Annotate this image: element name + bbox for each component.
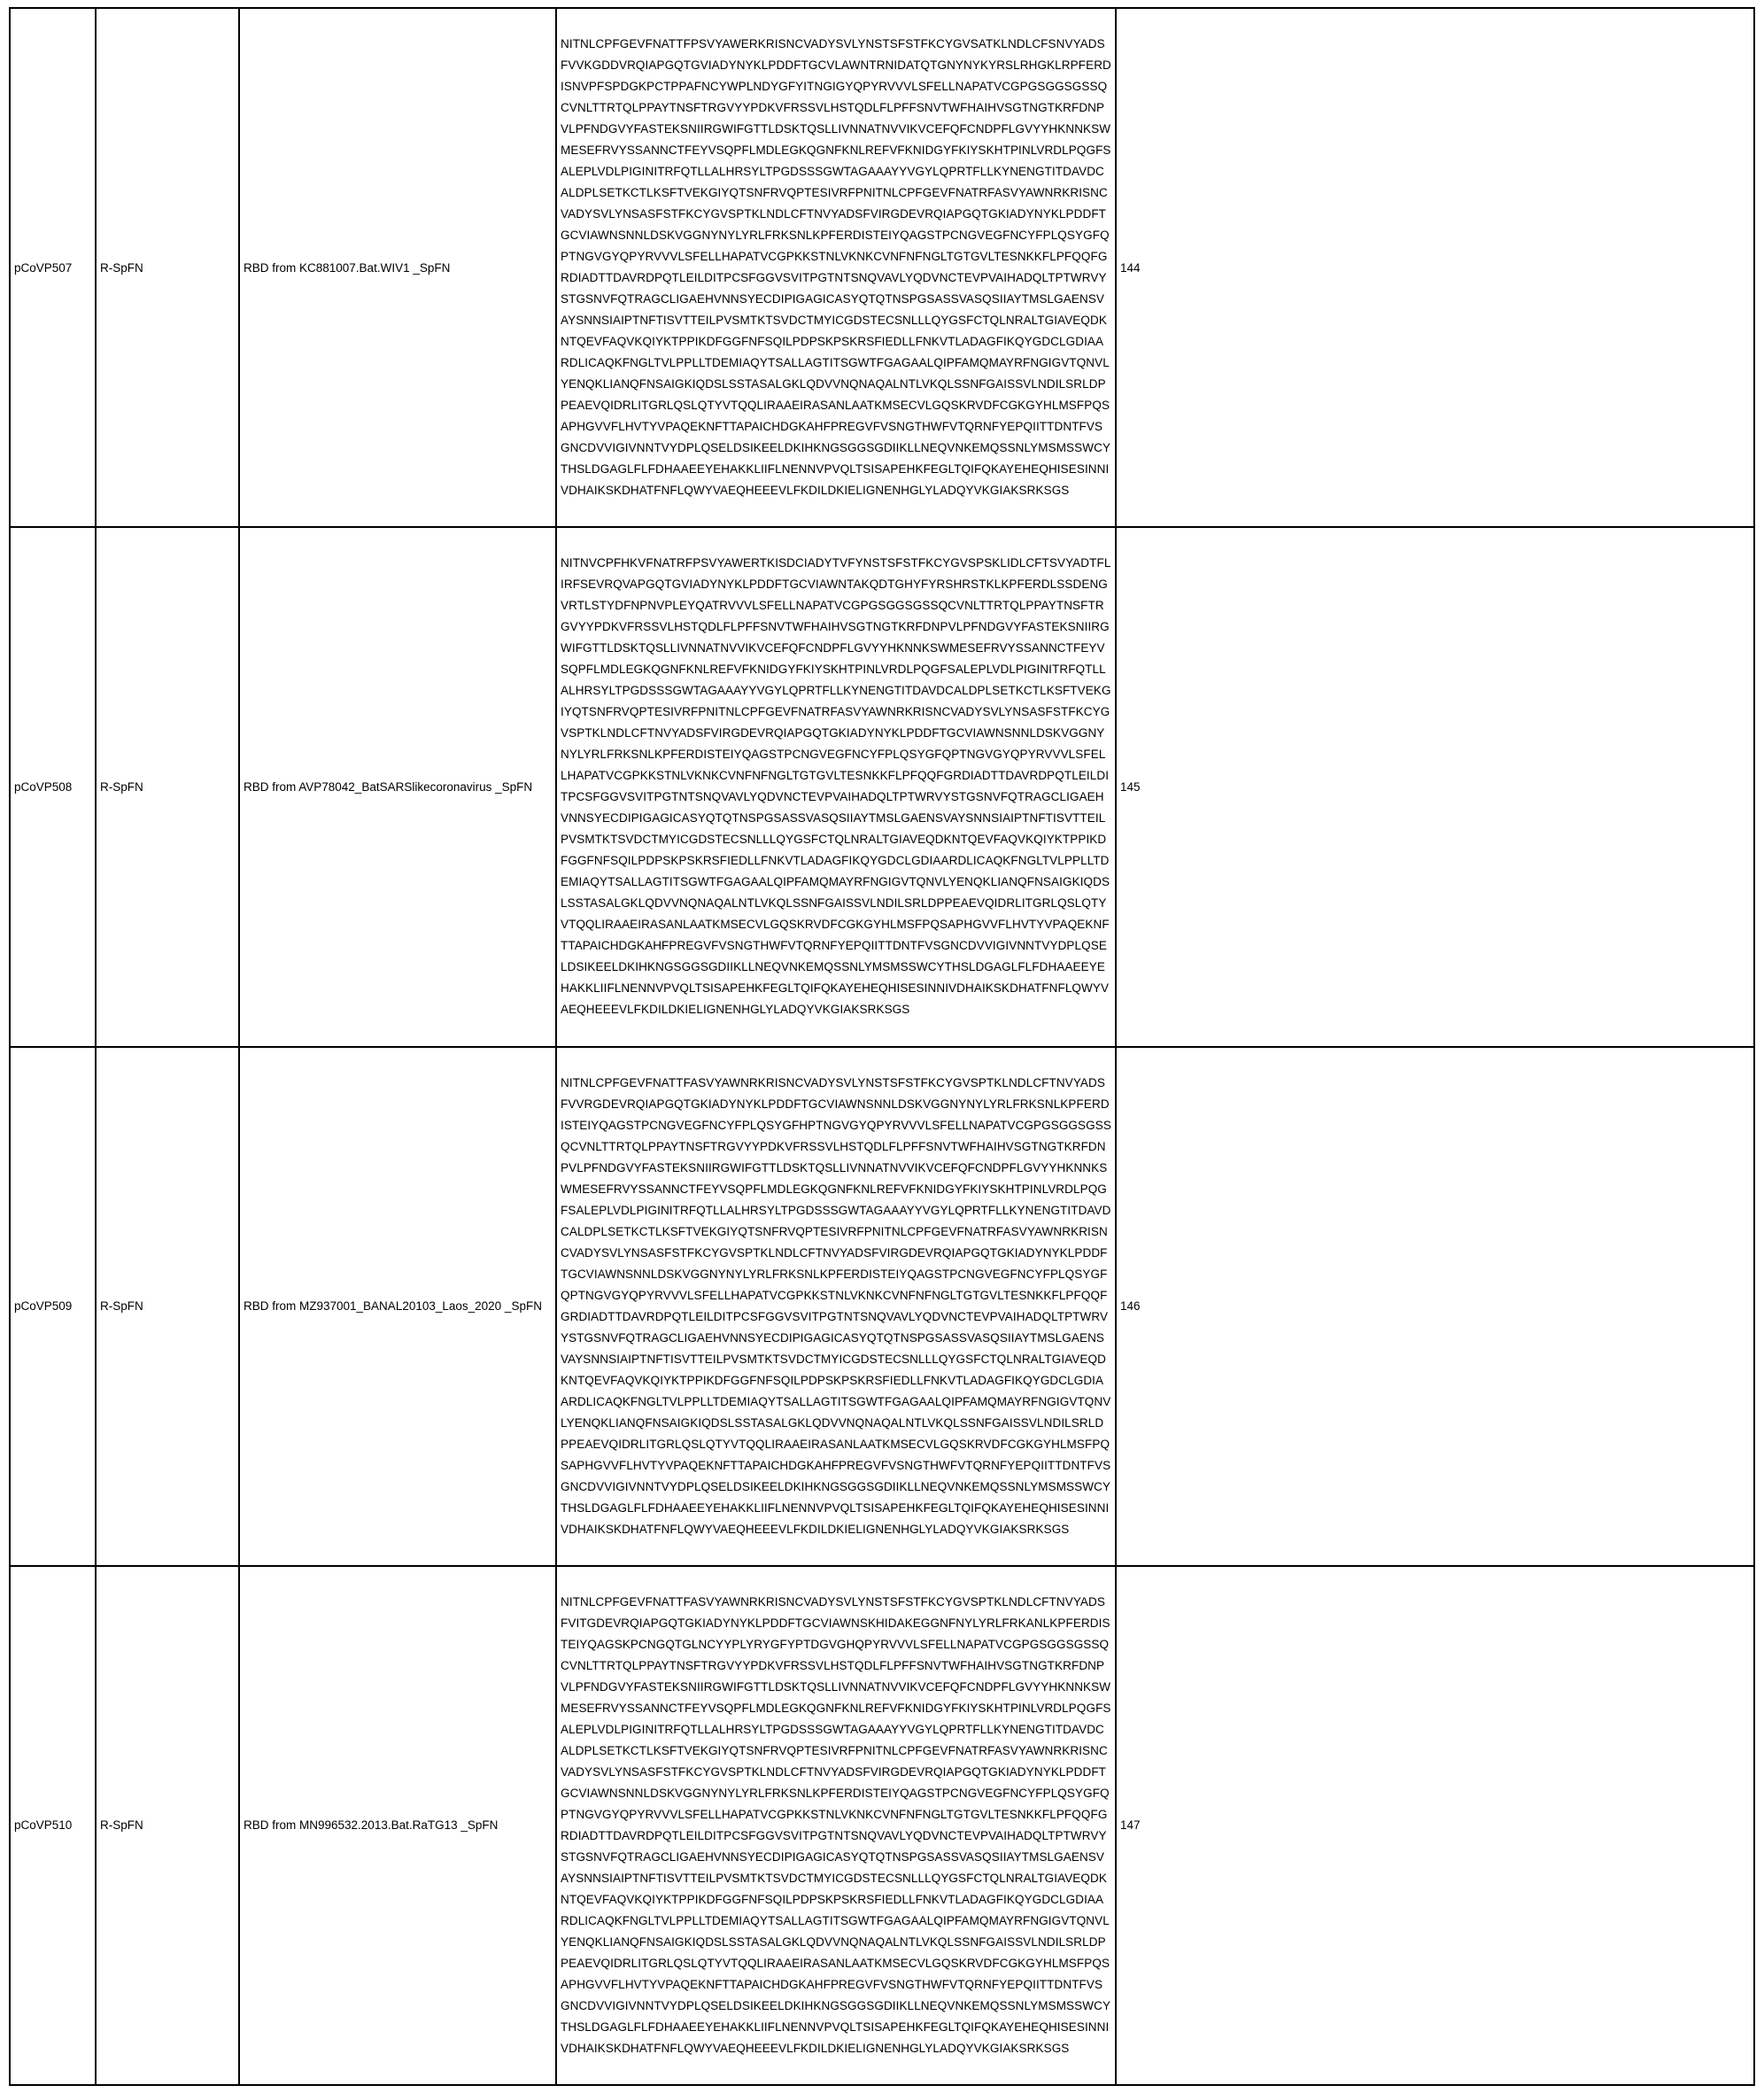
sequence-cell: NITNLCPFGEVFNATTFASVYAWNRKRISNCVADYSVLYNSTSFSTFKCYGVSPTKLNDLCFTNVYADSFVITGDEVRQIAPGQTGKIADYNYKLPDDFTGCVIAWNSKHIDAKEGGNFNYLYRLFRKANLKPFERDISTEIYQAGSKPCNGQTGLNCYYPLYRYGFYPTDGVGHQPYRVVVLSFELLNAPATVCGPGSGGSGSSQCVNLTTRTQLPPAYTNSFTRGVYYPDKVFRSSVLHSTQDLFLPFFSNVTWFHAIHVSGTNGTKRFDNPVLPFNDGVYFASTEKSNIIRGWIFGTTLDSKTQSLLIVNNATNVVIKVCEFQFCNDPFLGVYYHKNNKSWMESEFRVYSSANNCTFEYVSQPFLMDLEGKQGNFKNLREFVFKNIDGYFKIYSKHTPINLVRDLPQGFSALEPLVDLPIGINITRFQTLLALHRSYLTPGDSSSGWTAGAAAYYVGYLQPRTFLLKYNENGTITDAVDCALDPLSETKCTLKSFTVEKGIYQTSNFRVQPTESIVRFPNITNLCPFGEVFNATRFASVYAWNRKRISNCVADYSVLYNSASFSTFKCYGVSPTKLNDLCFTNVYADSFVIRGDEVRQIAPGQTGKIADYNYKLPDDFTGCVIAWNSNNLDSKVGGNYNYLYRLFRKSNLKPFERDISTEIYQAGSTPCNGVEGFNCYFPLQSYGFQPTNGVGYQPYRVVVLSFELLHAPATVCGPKKSTNLVKNKCVNFNFNGLTGTGVLTESNKKFLPFQQFGRDIADTTDAVRDPQTLEILDITPCSFGGVSVITPGTNTSNQVAVLYQDVNCTEVPVAIHADQLTPTWRVYSTGSNVFQTRAGCLIGAEHVNNSYECDIPIGAGICASYQTQTNSPGSASSVASQSIIAYTMSLGAENSVAYSNNSIAIPTNFTISVTTEILPVSMTKTSVDCTMYICGDSTECSNLLLQYGSFCTQLNRALTGIAVEQDKNTQEVFAQVKQIYKTPPIKDFGGFNFSQILPDPSKPSKRSFIEDLLFNKVTLADAGFIKQYGDCLGDIAARDLICAQKFNGLTVLPPLLTDEMIAQYTSALLAGTITSGWTFGAGAALQIPFAMQMAYRFNGIGVTQNVLYENQKLIANQFNSAIGKIQDSLSSTASALGKLQDVVNQNAQALNTLVKQLSSNFGAISSVLNDILSRLDPPEAEVQIDRLITGRLQSLQTYVTQQLIRAAEIRASANLAATKMSECVLGQSKRVDFCGKGYHLMSFPQSAPHGVVFLHVTYVPAQEKNFTTAPAICHDGKAHFPREGVFVSNGTHWFVTQRNFYEPQIITTDNTFVSGNCDVVIGIVNNTVYDPLQSELDSIKEELDKIHKNGSGGSGDIIKLLNEQVNKEMQSSNLYMSMSSWCYTHSLDGAGLFLFDHAAEEYEHAKKLIIFLNENNVPVQLTSISAPEHKFEGLTQIFQKAYEHEQHISESINNIVDHAIKSKDHATFNFLQWYVAEQHEEEVLFKDILDKIELIGNENHGLYLADQYVKGIAKSRKSGS: [556, 1566, 1116, 2085]
construct-type-cell: R-SpFN: [96, 1047, 239, 1566]
description-cell: RBD from MZ937001_BANAL20103_Laos_2020 _SpFN: [239, 1047, 556, 1566]
plasmid-id-cell: pCoVP508: [10, 527, 96, 1046]
description-cell: RBD from KC881007.Bat.WIV1 _SpFN: [239, 8, 556, 527]
construct-type-cell: R-SpFN: [96, 1566, 239, 2085]
sequence-listing-table: [9, 7, 1755, 2086]
construct-type-cell: R-SpFN: [96, 527, 239, 1046]
seq-number-cell: 147: [1116, 1566, 1754, 2085]
table-row: [10, 1566, 1754, 2085]
seq-number-cell: 146: [1116, 1047, 1754, 1566]
seq-number-cell: 145: [1116, 527, 1754, 1046]
sequence-cell: NITNLCPFGEVFNATTFASVYAWNRKRISNCVADYSVLYNSTSFSTFKCYGVSPTKLNDLCFTNVYADSFVVRGDEVRQIAPGQTGKIADYNYKLPDDFTGCVIAWNSNNLDSKVGGNYNYLYRLFRKSNLKPFERDISTEIYQAGSTPCNGVEGFNCYFPLQSYGFHPTNGVGYQPYRVVVLSFELLNAPATVCGPGSGGSGSSQCVNLTTRTQLPPAYTNSFTRGVYYPDKVFRSSVLHSTQDLFLPFFSNVTWFHAIHVSGTNGTKRFDNPVLPFNDGVYFASTEKSNIIRGWIFGTTLDSKTQSLLIVNNATNVVIKVCEFQFCNDPFLGVYYHKNNKSWMESEFRVYSSANNCTFEYVSQPFLMDLEGKQGNFKNLREFVFKNIDGYFKIYSKHTPINLVRDLPQGFSALEPLVDLPIGINITRFQTLLALHRSYLTPGDSSSGWTAGAAAYYVGYLQPRTFLLKYNENGTITDAVDCALDPLSETKCTLKSFTVEKGIYQTSNFRVQPTESIVRFPNITNLCPFGEVFNATRFASVYAWNRKRISNCVADYSVLYNSASFSTFKCYGVSPTKLNDLCFTNVYADSFVIRGDEVRQIAPGQTGKIADYNYKLPDDFTGCVIAWNSNNLDSKVGGNYNYLYRLFRKSNLKPFERDISTEIYQAGSTPCNGVEGFNCYFPLQSYGFQPTNGVGYQPYRVVVLSFELLHAPATVCGPKKSTNLVKNKCVNFNFNGLTGTGVLTESNKKFLPFQQFGRDIADTTDAVRDPQTLEILDITPCSFGGVSVITPGTNTSNQVAVLYQDVNCTEVPVAIHADQLTPTWRVYSTGSNVFQTRAGCLIGAEHVNNSYECDIPIGAGICASYQTQTNSPGSASSVASQSIIAYTMSLGAENSVAYSNNSIAIPTNFTISVTTEILPVSMTKTSVDCTMYICGDSTECSNLLLQYGSFCTQLNRALTGIAVEQDKNTQEVFAQVKQIYKTPPIKDFGGFNFSQILPDPSKPSKRSFIEDLLFNKVTLADAGFIKQYGDCLGDIAARDLICAQKFNGLTVLPPLLTDEMIAQYTSALLAGTITSGWTFGAGAALQIPFAMQMAYRFNGIGVTQNVLYENQKLIANQFNSAIGKIQDSLSSTASALGKLQDVVNQNAQALNTLVKQLSSNFGAISSVLNDILSRLDPPEAEVQIDRLITGRLQSLQTYVTQQLIRAAEIRASANLAATKMSECVLGQSKRVDFCGKGYHLMSFPQSAPHGVVFLHVTYVPAQEKNFTTAPAICHDGKAHFPREGVFVSNGTHWFVTQRNFYEPQIITTDNTFVSGNCDVVIGIVNNTVYDPLQSELDSIKEELDKIHKNGSGGSGDIIKLLNEQVNKEMQSSNLYMSMSSWCYTHSLDGAGLFLFDHAAEEYEHAKKLIIFLNENNVPVQLTSISAPEHKFEGLTQIFQKAYEHEQHISESINNIVDHAIKSKDHATFNFLQWYVAEQHEEEVLFKDILDKIELIGNENHGLYLADQYVKGIAKSRKSGS: [556, 1047, 1116, 1566]
plasmid-id-cell: pCoVP509: [10, 1047, 96, 1566]
description-cell: RBD from MN996532.2013.Bat.RaTG13 _SpFN: [239, 1566, 556, 2085]
seq-number-cell: 144: [1116, 8, 1754, 527]
table-row: [10, 527, 1754, 1046]
table-row: [10, 1047, 1754, 1566]
sequence-cell: NITNVCPFHKVFNATRFPSVYAWERTKISDCIADYTVFYNSTSFSTFKCYGVSPSKLIDLCFTSVYADTFLIRFSEVRQVAPGQTGVIADYNYKLPDDFTGCVIAWNTAKQDTGHYFYRSHRSTKLKPFERDLSSDENGVRTLSTYDFNPNVPLEYQATRVVVLSFELLNAPATVCGPGSGGSGSSQCVNLTTRTQLPPAYTNSFTRGVYYPDKVFRSSVLHSTQDLFLPFFSNVTWFHAIHVSGTNGTKRFDNPVLPFNDGVYFASTEKSNIIRGWIFGTTLDSKTQSLLIVNNATNVVIKVCEFQFCNDPFLGVYYHKNNKSWMESEFRVYSSANNCTFEYVSQPFLMDLEGKQGNFKNLREFVFKNIDGYFKIYSKHTPINLVRDLPQGFSALEPLVDLPIGINITRFQTLLALHRSYLTPGDSSSGWTAGAAAYYVGYLQPRTFLLKYNENGTITDAVDCALDPLSETKCTLKSFTVEKGIYQTSNFRVQPTESIVRFPNITNLCPFGEVFNATRFASVYAWNRKRISNCVADYSVLYNSASFSTFKCYGVSPTKLNDLCFTNVYADSFVIRGDEVRQIAPGQTGKIADYNYKLPDDFTGCVIAWNSNNLDSKVGGNYNYLYRLFRKSNLKPFERDISTEIYQAGSTPCNGVEGFNCYFPLQSYGFQPTNGVGYQPYRVVVLSFELLHAPATVCGPKKSTNLVKNKCVNFNFNGLTGTGVLTESNKKFLPFQQFGRDIADTTDAVRDPQTLEILDITPCSFGGVSVITPGTNTSNQVAVLYQDVNCTEVPVAIHADQLTPTWRVYSTGSNVFQTRAGCLIGAEHVNNSYECDIPIGAGICASYQTQTNSPGSASSVASQSIIAYTMSLGAENSVAYSNNSIAIPTNFTISVTTEILPVSMTKTSVDCTMYICGDSTECSNLLLQYGSFCTQLNRALTGIAVEQDKNTQEVFAQVKQIYKTPPIKDFGGFNFSQILPDPSKPSKRSFIEDLLFNKVTLADAGFIKQYGDCLGDIAARDLICAQKFNGLTVLPPLLTDEMIAQYTSALLAGTITSGWTFGAGAALQIPFAMQMAYRFNGIGVTQNVLYENQKLIANQFNSAIGKIQDSLSSTASALGKLQDVVNQNAQALNTLVKQLSSNFGAISSVLNDILSRLDPPEAEVQIDRLITGRLQSLQTYVTQQLIRAAEIRASANLAATKMSECVLGQSKRVDFCGKGYHLMSFPQSAPHGVVFLHVTYVPAQEKNFTTAPAICHDGKAHFPREGVFVSNGTHWFVTQRNFYEPQIITTDNTFVSGNCDVVIGIVNNTVYDPLQSELDSIKEELDKIHKNGSGGSGDIIKLLNEQVNKEMQSSNLYMSMSSWCYTHSLDGAGLFLFDHAAEEYEHAKKLIIFLNENNVPVQLTSISAPEHKFEGLTQIFQKAYEHEQHISESINNIVDHAIKSKDHATFNFLQWYVAEQHEEEVLFKDILDKIELIGNENHGLYLADQYVKGIAKSRKSGS: [556, 527, 1116, 1046]
construct-type-cell: R-SpFN: [96, 8, 239, 527]
table-row: [10, 8, 1754, 527]
sequence-cell: NITNLCPFGEVFNATTFPSVYAWERKRISNCVADYSVLYNSTSFSTFKCYGVSATKLNDLCFSNVYADSFVVKGDDVRQIAPGQTGVIADYNYKLPDDFTGCVLAWNTRNIDATQTGNYNYKYRSLRHGKLRPFERDISNVPFSPDGKPCTPPAFNCYWPLNDYGFYITNGIGYQPYRVVVLSFELLNAPATVCGPGSGGSGSSQCVNLTTRTQLPPAYTNSFTRGVYYPDKVFRSSVLHSTQDLFLPFFSNVTWFHAIHVSGTNGTKRFDNPVLPFNDGVYFASTEKSNIIRGWIFGTTLDSKTQSLLIVNNATNVVIKVCEFQFCNDPFLGVYYHKNNKSWMESEFRVYSSANNCTFEYVSQPFLMDLEGKQGNFKNLREFVFKNIDGYFKIYSKHTPINLVRDLPQGFSALEPLVDLPIGINITRFQTLLALHRSYLTPGDSSSGWTAGAAAYYVGYLQPRTFLLKYNENGTITDAVDCALDPLSETKCTLKSFTVEKGIYQTSNFRVQPTESIVRFPNITNLCPFGEVFNATRFASVYAWNRKRISNCVADYSVLYNSASFSTFKCYGVSPTKLNDLCFTNVYADSFVIRGDEVRQIAPGQTGKIADYNYKLPDDFTGCVIAWNSNNLDSKVGGNYNYLYRLFRKSNLKPFERDISTEIYQAGSTPCNGVEGFNCYFPLQSYGFQPTNGVGYQPYRVVVLSFELLHAPATVCGPKKSTNLVKNKCVNFNFNGLTGTGVLTESNKKFLPFQQFGRDIADTTDAVRDPQTLEILDITPCSFGGVSVITPGTNTSNQVAVLYQDVNCTEVPVAIHADQLTPTWRVYSTGSNVFQTRAGCLIGAEHVNNSYECDIPIGAGICASYQTQTNSPGSASSVASQSIIAYTMSLGAENSVAYSNNSIAIPTNFTISVTTEILPVSMTKTSVDCTMYICGDSTECSNLLLQYGSFCTQLNRALTGIAVEQDKNTQEVFAQVKQIYKTPPIKDFGGFNFSQILPDPSKPSKRSFIEDLLFNKVTLADAGFIKQYGDCLGDIAARDLICAQKFNGLTVLPPLLTDEMIAQYTSALLAGTITSGWTFGAGAALQIPFAMQMAYRFNGIGVTQNVLYENQKLIANQFNSAIGKIQDSLSSTASALGKLQDVVNQNAQALNTLVKQLSSNFGAISSVLNDILSRLDPPEAEVQIDRLITGRLQSLQTYVTQQLIRAAEIRASANLAATKMSECVLGQSKRVDFCGKGYHLMSFPQSAPHGVVFLHVTYVPAQEKNFTTAPAICHDGKAHFPREGVFVSNGTHWFVTQRNFYEPQIITTDNTFVSGNCDVVIGIVNNTVYDPLQSELDSIKEELDKIHKNGSGGSGDIIKLLNEQVNKEMQSSNLYMSMSSWCYTHSLDGAGLFLFDHAAEEYEHAKKLIIFLNENNVPVQLTSISAPEHKFEGLTQIFQKAYEHEQHISESINNIVDHAIKSKDHATFNFLQWYVAEQHEEEVLFKDILDKIELIGNENHGLYLADQYVKGIAKSRKSGS: [556, 8, 1116, 527]
plasmid-id-cell: pCoVP510: [10, 1566, 96, 2085]
description-cell: RBD from AVP78042_BatSARSlikecoronavirus _SpFN: [239, 527, 556, 1046]
plasmid-id-cell: pCoVP507: [10, 8, 96, 527]
